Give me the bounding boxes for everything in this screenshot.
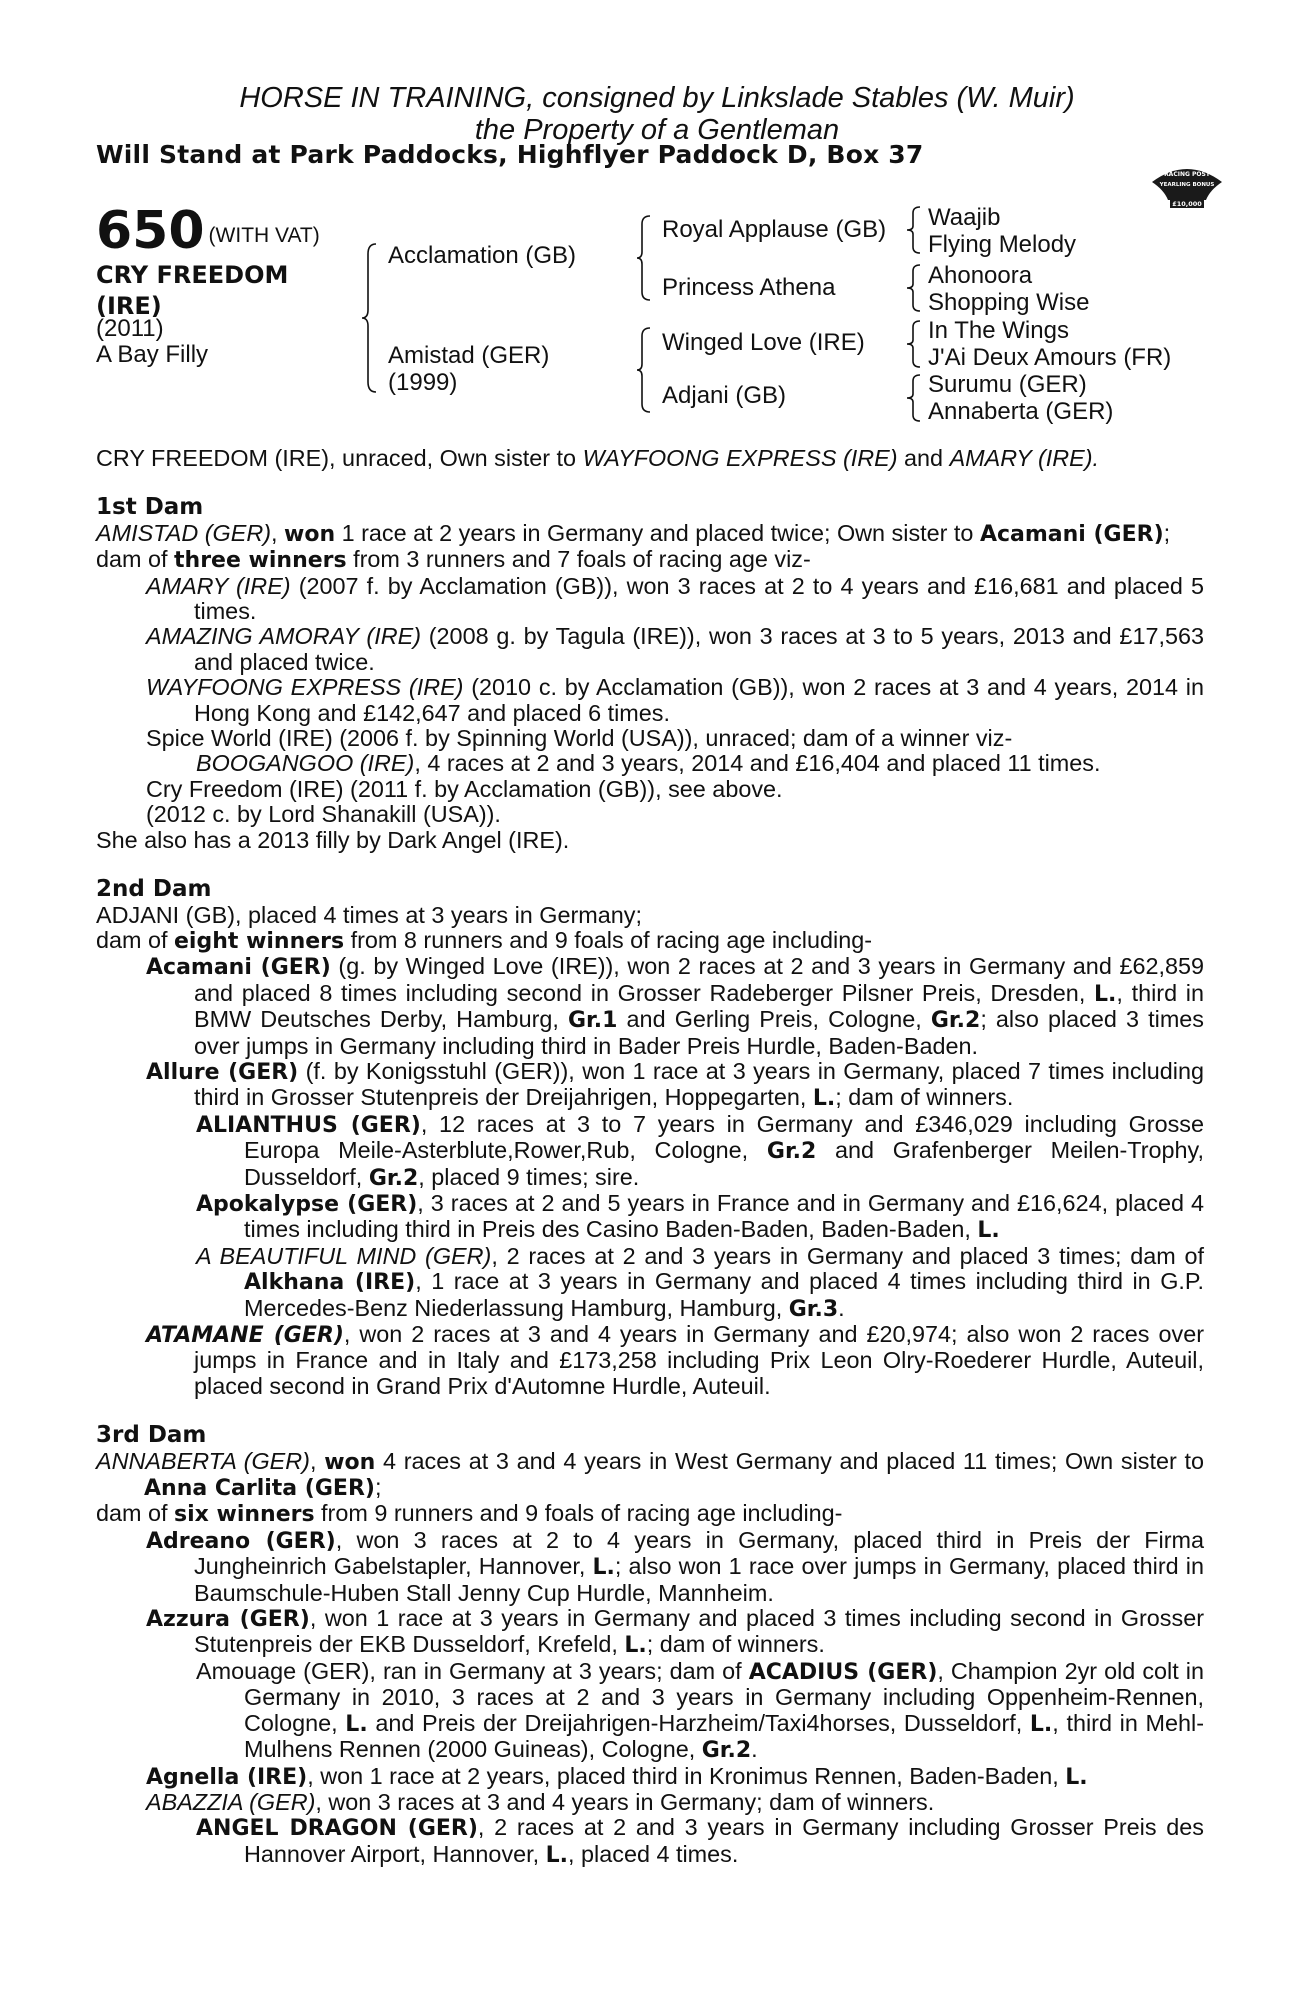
second-dam-intro: ADJANI (GB), placed 4 times at 3 years in Germany; — [96, 901, 642, 928]
text: dam of — [96, 926, 175, 953]
sister-name: Acamani (GER) — [979, 521, 1164, 547]
record: (g. by Winged Love (IRE)), won 2 races at 2 and 3 years in Germany and £62,859 and placed 8 times including second in Grosser Radeberger Pilsner Preis, Dresden, — [194, 953, 1204, 1006]
won-word: won — [324, 1449, 376, 1475]
horse-name: AMAZING AMORAY (IRE) — [146, 623, 421, 650]
sire-name: Acclamation (GB) — [388, 242, 577, 269]
horse-name: BOOGANGOO (IRE) — [196, 750, 415, 777]
third-dam-intro — [96, 1449, 1204, 1502]
semicolon: ; — [374, 1474, 382, 1501]
group-mark: Gr.2 — [930, 1008, 981, 1034]
horse-name: WAYFOONG EXPRESS (IRE) — [146, 674, 464, 701]
dam-record: 4 races at 3 and 4 years in West Germany and placed 11 times; Own sister to — [375, 1447, 1204, 1474]
gg-surumu: Surumu (GER) — [928, 371, 1087, 398]
horse-name: ANGEL DRAGON (GER) — [196, 1816, 478, 1842]
record: , won 3 races at 3 and 4 years in Germany; dam of winners. — [315, 1788, 935, 1815]
produce-angel-dragon — [96, 1815, 1204, 1868]
horse-name: Agnella (IRE) — [146, 1764, 308, 1790]
horse-name: Alkhana (IRE) — [244, 1270, 416, 1296]
record: (2007 f. by Acclamation (GB)), won 3 races at 2 to 4 years and £16,681 and placed 5 times. — [194, 572, 1204, 625]
gg-annaberta: Annaberta (GER) — [928, 398, 1114, 425]
dam-dam-name: Adjani (GB) — [662, 382, 787, 409]
record: , 3 races at 2 and 5 years in France and in Germany and £16,624, placed 4 times including third in Preis des Casino Baden-Baden, Baden-Baden, — [244, 1189, 1204, 1243]
first-dam-produce-summary — [96, 547, 1204, 573]
horse-name-line2: (IRE) — [96, 292, 162, 320]
gg-shopping-wise: Shopping Wise — [928, 289, 1090, 316]
produce-apokalypse — [96, 1191, 1204, 1244]
dam-name: Amistad (GER) — [388, 342, 550, 369]
first-dam-heading: 1st Dam — [96, 494, 204, 521]
dam-name: ANNABERTA (GER) — [96, 1447, 310, 1474]
record: , 1 race at 3 years in Germany and placed 4 times including third in G.P. Mercedes-Benz Niederlassung Hamburg, Hamburg, — [244, 1268, 1205, 1321]
horse-name: A BEAUTIFUL MIND (GER) — [196, 1242, 492, 1269]
produce-wayfoong-express — [96, 675, 1204, 726]
comma: , — [309, 1447, 325, 1474]
record: , placed 9 times; sire. — [418, 1163, 640, 1190]
intro-sibling-1: WAYFOONG EXPRESS (IRE) — [582, 445, 898, 471]
record: , 4 races at 2 and 3 years, 2014 and £16,404 and placed 11 times. — [414, 750, 1101, 777]
record: ; also won 1 race over jumps in Germany, placed third in Baumschule-Huben Stall Jenny Cup Hurdle, Mannheim. — [194, 1553, 1204, 1606]
produce-azzura — [96, 1606, 1204, 1659]
intro-and: and — [897, 445, 950, 471]
sister-name: Anna Carlita (GER) — [144, 1476, 375, 1502]
dam-year: (1999) — [388, 369, 458, 396]
produce-atamane — [96, 1322, 1204, 1399]
produce-2013-filly: She also has a 2013 filly by Dark Angel (IRE). — [96, 826, 570, 853]
consignor-line: HORSE IN TRAINING, consigned by Linkslade Stables (W. Muir) — [239, 82, 1075, 114]
second-dam-heading: 2nd Dam — [96, 876, 212, 903]
intro-paragraph — [96, 446, 1204, 471]
record: . — [751, 1736, 758, 1763]
horse-name-line1: CRY FREEDOM — [96, 261, 289, 289]
record: , third in BMW Deutsches Derby, Hamburg, — [194, 979, 1204, 1033]
g1-bracket — [906, 204, 922, 256]
intro-sibling-2: AMARY (IRE). — [949, 445, 1100, 471]
listed-mark: L. — [1094, 981, 1117, 1007]
property-line: the Property of a Gentleman — [474, 114, 840, 146]
semicolon: ; — [1163, 519, 1171, 546]
produce-amary — [96, 574, 1204, 625]
dam-name: AMISTAD (GER) — [96, 519, 271, 546]
group-mark: Gr.2 — [368, 1165, 419, 1191]
record: , won 1 race at 3 years in Germany and placed 3 times including second in Grosser Stutenpreis der EKB Dusseldorf, Krefeld, — [194, 1605, 1204, 1658]
first-dam-intro — [96, 521, 1204, 547]
sire-sire-name: Royal Applause (GB) — [662, 216, 887, 243]
winners-count: six winners — [174, 1502, 315, 1528]
record: (f. by Konigsstuhl (GER)), won 1 race at 3 years in Germany, placed 7 times including third in Grosser Stutenpreis der Dreijahrigen, Hoppegarten, — [194, 1057, 1204, 1111]
horse-name: Azzura (GER) — [146, 1607, 310, 1633]
horse-name: ATAMANE (GER) — [146, 1323, 344, 1348]
gg-in-the-wings: In The Wings — [928, 317, 1069, 344]
record: ; dam of winners. — [835, 1084, 1014, 1111]
horse-name: Apokalypse (GER) — [196, 1191, 418, 1217]
produce-allure — [96, 1059, 1204, 1112]
record: , 2 races at 2 and 3 years in Germany including Grosser Preis des Hannover Airport, Hannover, — [244, 1814, 1204, 1867]
g3-bracket — [906, 318, 922, 370]
record: and Gerling Preis, Cologne, — [617, 1006, 931, 1033]
listed-mark: L. — [1065, 1764, 1088, 1790]
record: ; also placed 3 times over jumps in Germany including third in Bader Preis Hurdle, Baden-Baden. — [194, 1006, 1205, 1059]
sire-dam-name: Princess Athena — [662, 274, 836, 301]
won-word: won — [284, 521, 336, 547]
gg-flying-melody: Flying Melody — [928, 231, 1077, 258]
produce-2012-colt: (2012 c. by Lord Shanakill (USA)). — [146, 801, 501, 828]
record: , 12 races at 3 to 7 years in Germany and £346,029 including Grosse Europa Meile-Asterblute,Rower,Rub, Cologne, — [244, 1110, 1204, 1164]
listed-mark: L. — [545, 1842, 569, 1868]
produce-adreano — [96, 1528, 1204, 1606]
winners-count: eight winners — [174, 928, 345, 954]
dam-sire-name: Winged Love (IRE) — [662, 329, 865, 356]
text: dam of — [96, 546, 175, 573]
stand-location: Will Stand at Park Paddocks, Highflyer Paddock D, Box 37 — [96, 140, 924, 169]
gg-jai-deux-amours: J'Ai Deux Amours (FR) — [928, 344, 1172, 371]
record: , placed 4 times. — [568, 1840, 739, 1867]
sire-dam-bracket — [360, 240, 380, 396]
group-mark: Gr.2 — [701, 1738, 752, 1764]
horse-name: Adreano (GER) — [146, 1528, 336, 1554]
dam-record: 1 race at 2 years in Germany and placed twice; Own sister to — [335, 519, 980, 546]
record: ; dam of winners. — [646, 1631, 825, 1658]
produce-agnella — [96, 1764, 1204, 1790]
vat-note: (WITH VAT) — [208, 224, 320, 247]
record: , Champion 2yr old colt in Germany in 2010, 3 races at 2 and 3 years in Germany including Oppenheim-Rennen, Cologne, — [244, 1657, 1204, 1736]
group-mark: Gr.1 — [568, 1008, 618, 1034]
text: dam of — [96, 1500, 175, 1527]
yearling-bonus-badge — [1148, 160, 1226, 210]
intro-text: CRY FREEDOM (IRE), unraced, Own sister to — [96, 445, 583, 471]
listed-mark: L. — [345, 1711, 368, 1737]
horse-name: Acamani (GER) — [146, 955, 331, 981]
gg-ahonoora: Ahonoora — [928, 262, 1033, 289]
dam-parents-bracket — [636, 324, 652, 416]
second-dam-produce-summary — [96, 928, 1204, 954]
produce-abazzia — [96, 1790, 1204, 1815]
sire-parents-bracket — [636, 212, 652, 304]
record: . — [838, 1294, 845, 1321]
third-dam-produce-summary — [96, 1501, 1204, 1527]
group-mark: Gr.2 — [766, 1139, 817, 1165]
listed-mark: L. — [812, 1086, 836, 1112]
g4-bracket — [906, 372, 922, 424]
badge-top-text: RACING POST — [1164, 171, 1210, 178]
produce-amazing-amoray — [96, 624, 1204, 675]
produce-amouage — [96, 1659, 1204, 1764]
horse-name: AMARY (IRE) — [146, 572, 291, 599]
record: and Preis der Dreijahrigen-Harzheim/Taxi4horses, Dusseldorf, — [367, 1709, 1030, 1736]
text: from 8 runners and 9 foals of racing age including- — [344, 926, 873, 953]
listed-mark: L. — [592, 1555, 615, 1581]
group-mark: Gr.3 — [788, 1296, 839, 1322]
produce-a-beautiful-mind — [96, 1244, 1204, 1322]
horse-name: ACADIUS (GER) — [748, 1659, 938, 1685]
horse-name: ALIANTHUS (GER) — [196, 1112, 421, 1138]
record: Amouage (GER), ran in Germany at 3 years; dam of — [196, 1657, 749, 1684]
lot-number-block — [96, 202, 320, 260]
record: (2010 c. by Acclamation (GB)), won 2 races at 3 and 4 years, 2014 in Hong Kong and £142,647 and placed 6 times. — [194, 674, 1204, 726]
record: , 2 races at 2 and 3 years in Germany and placed 3 times; dam of — [491, 1242, 1204, 1269]
text: from 3 runners and 7 foals of racing age viz- — [346, 546, 811, 573]
listed-mark: L. — [977, 1218, 1000, 1244]
third-dam-heading: 3rd Dam — [96, 1422, 207, 1449]
horse-name: ABAZZIA (GER) — [146, 1788, 316, 1815]
badge-mid-text: YEARLING BONUS — [1159, 182, 1215, 188]
text: from 9 runners and 9 foals of racing age including- — [314, 1500, 843, 1527]
lot-number: 650 — [96, 201, 205, 261]
produce-spice-world: Spice World (IRE) (2006 f. by Spinning World (USA)), unraced; dam of a winner viz- — [146, 725, 1013, 752]
horse-name — [96, 260, 336, 322]
catalogue-body — [96, 446, 1204, 1868]
record: , won 2 races at 3 and 4 years in Germany and £20,974; also won 2 races over jumps in France and in Italy and £173,258 including Prix Leon Olry-Roederer Hurdle, Auteuil, placed second in Grand Prix d'Automne Hurdle, Auteuil. — [194, 1321, 1204, 1399]
produce-alianthus — [96, 1112, 1204, 1191]
horse-details — [96, 316, 208, 368]
record: , third in Mehl-Mulhens Rennen (2000 Guineas), Cologne, — [244, 1709, 1204, 1763]
badge-amount-text: £10,000 — [1172, 200, 1202, 208]
record: , won 1 race at 2 years, placed third in Kronimus Rennen, Baden-Baden, — [307, 1762, 1066, 1789]
record: and Grafenberger Meilen-Trophy, Dusseldorf, — [244, 1137, 1204, 1190]
winners-count: three winners — [174, 548, 347, 574]
horse-name: Allure (GER) — [146, 1059, 299, 1085]
produce-boogangoo — [96, 751, 1204, 776]
g2-bracket — [906, 262, 922, 314]
listed-mark: L. — [1029, 1711, 1053, 1737]
produce-cry-freedom: Cry Freedom (IRE) (2011 f. by Acclamation (GB)), see above. — [146, 775, 783, 802]
gg-waajib: Waajib — [928, 204, 1001, 231]
comma: , — [271, 519, 284, 546]
record: (2008 g. by Tagula (IRE)), won 3 races at 3 to 5 years, 2013 and £17,563 and placed twice. — [194, 623, 1204, 675]
horse-description: A Bay Filly — [96, 341, 209, 368]
foaling-year: (2011) — [96, 315, 164, 342]
produce-acamani — [96, 954, 1204, 1059]
listed-mark: L. — [624, 1633, 647, 1659]
record: , won 3 races at 2 to 4 years in Germany, placed third in Preis der Firma Jungheinrich Gabelstapler, Hannover, — [194, 1526, 1204, 1580]
